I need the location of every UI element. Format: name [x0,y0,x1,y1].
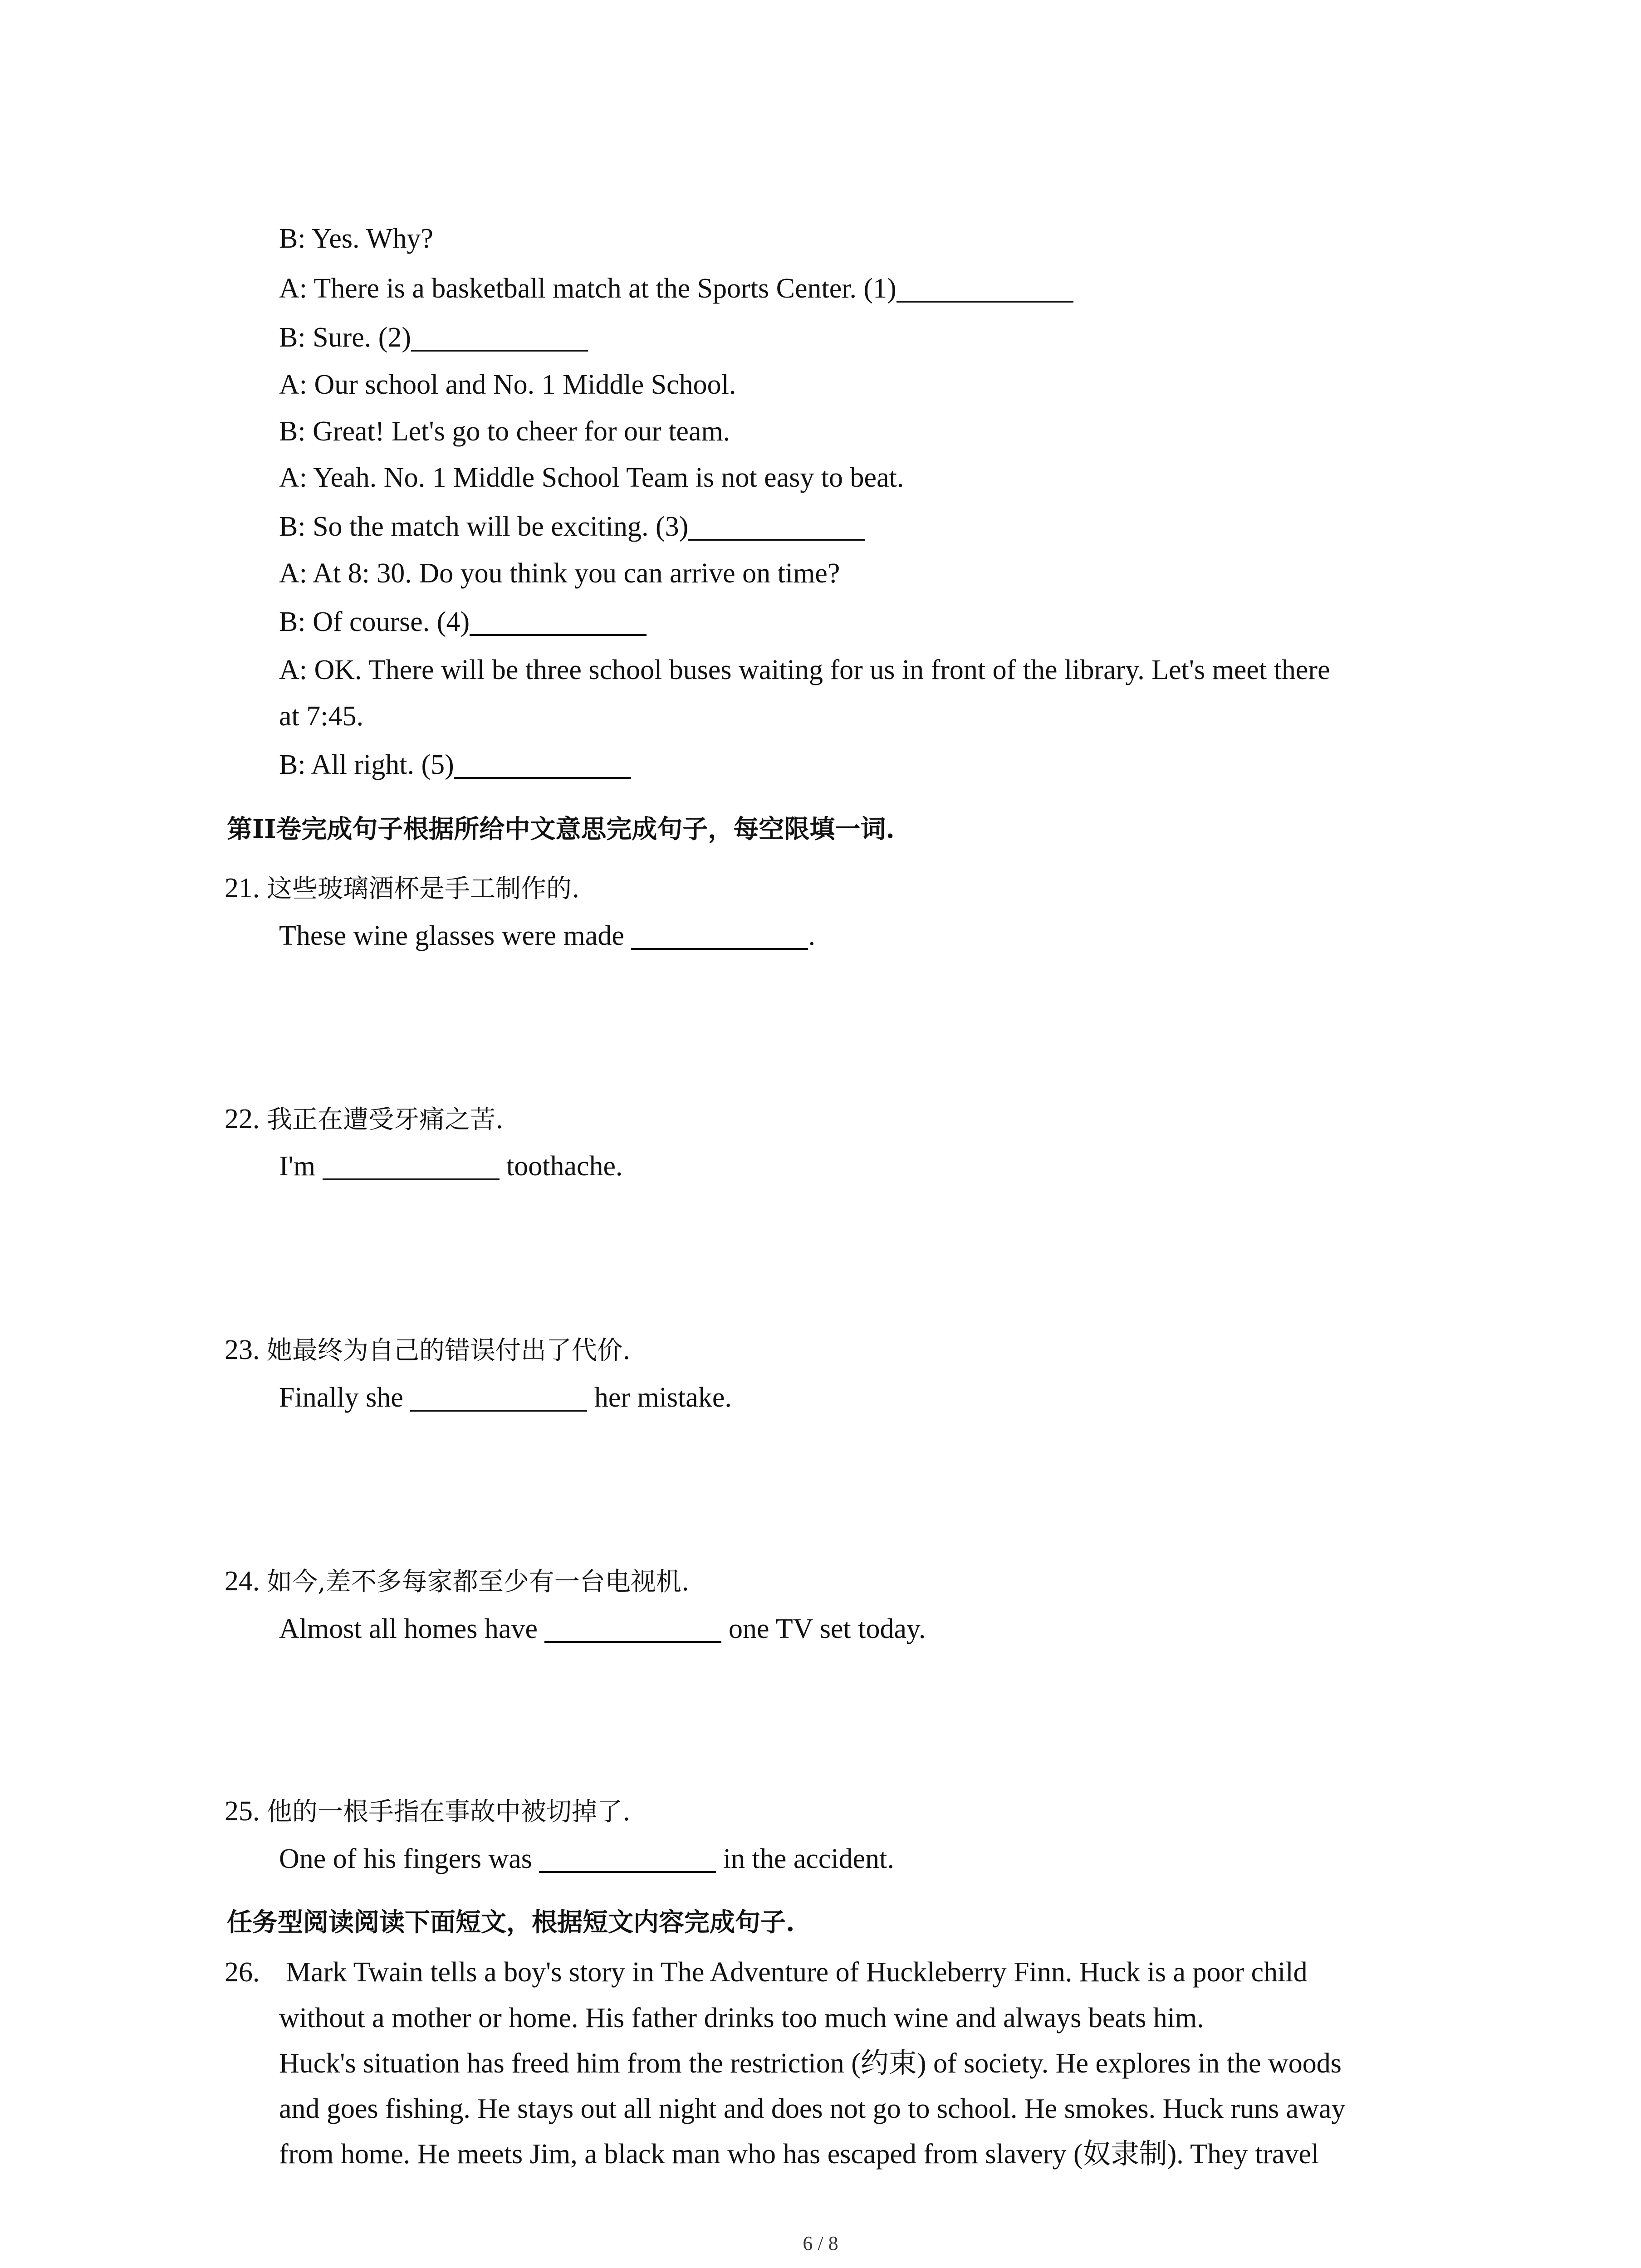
sentence-end: in the accident. [716,1843,894,1874]
chinese-prompt: 如今,差不多每家都至少有一台电视机. [267,1567,690,1597]
answer-blank-4[interactable] [470,608,647,636]
sentence-start: I'm [279,1151,323,1182]
question-23-prompt [225,1336,631,1364]
chinese-prompt: 她最终为自己的错误付出了代价. [267,1336,631,1365]
sentence-start: Almost all homes have [279,1613,545,1644]
question-number: 23. [225,1334,260,1365]
question-number: 24. [225,1566,260,1597]
dialogue-text: B: Great! Let's go to cheer for our team. [279,416,730,447]
chinese-prompt: 我正在遭受牙痛之苦. [267,1105,504,1134]
answer-blank-25[interactable] [539,1845,716,1873]
dialogue-line-3 [279,323,588,352]
dialogue-line-1 [279,225,433,253]
answer-blank-24[interactable] [544,1615,721,1643]
sentence-start: These wine glasses were made [279,920,632,951]
passage-line-5: from home. He meets Jim, a black man who has escaped from slavery (奴隶制). They travel [279,2139,1319,2170]
question-number: 22. [225,1104,260,1134]
answer-blank-3[interactable] [688,513,865,541]
chinese-prompt: 他的一根手指在事故中被切掉了. [267,1797,631,1827]
answer-blank-21[interactable] [631,922,808,950]
dialogue-text: B: So the match will be exciting. (3) [279,511,689,542]
sentence-end: her mistake. [587,1382,732,1413]
dialogue-text: A: OK. There will be three school buses waiting for us in front of the library. Let's meet there [279,655,1330,685]
question-21-prompt [225,874,580,902]
chinese-prompt: 这些玻璃酒杯是手工制作的. [267,874,580,904]
question-22-sentence [279,1152,623,1180]
question-22-prompt [225,1105,504,1133]
dialogue-line-2 [279,274,1073,303]
question-number: 25. [225,1796,260,1827]
question-24-prompt [225,1567,690,1595]
page-number: 6 / 8 [803,2232,838,2254]
answer-blank-22[interactable] [323,1152,500,1180]
answer-blank-5[interactable] [454,751,631,779]
dialogue-text: B: Of course. (4) [279,606,470,637]
dialogue-text: A: There is a basketball match at the Sports Center. (1) [279,273,896,304]
section-heading: 任务型阅读阅读下面短文，根据短文内容完成句子. [227,1907,795,1937]
dialogue-line-6 [279,464,904,492]
dialogue-text: A: Yeah. No. 1 Middle School Team is not easy to beat. [279,462,904,493]
answer-blank-23[interactable] [410,1383,587,1412]
dialogue-text: B: Yes. Why? [279,223,433,254]
dialogue-line-7 [279,513,865,541]
dialogue-line-9 [279,608,647,636]
dialogue-line-8 [279,559,840,587]
sentence-end: . [808,920,815,951]
section-heading: 第II卷完成句子根据所给中文意思完成句子，每空限填一词. [227,814,895,844]
sentence-end: toothache. [499,1151,623,1182]
passage-line-1: Mark Twain tells a boy's story in The Adventure of Huckleberry Finn. Huck is a poor child [286,1957,1308,1988]
answer-blank-1[interactable] [896,274,1073,303]
sentence-end: one TV set today. [721,1613,926,1644]
passage-line-2: without a mother or home. His father drinks too much wine and always beats him. [279,2003,1204,2033]
question-number: 21. [225,873,260,904]
dialogue-text: A: At 8: 30. Do you think you can arrive on time? [279,558,840,589]
dialogue-text: at 7:45. [279,701,363,732]
question-25-sentence [279,1845,894,1873]
dialogue-text: B: All right. (5) [279,749,454,780]
question-26-number: 26. [225,1957,260,1988]
question-24-sentence [279,1615,926,1643]
dialogue-line-5 [279,417,730,445]
question-23-sentence [279,1383,732,1412]
dialogue-text: A: Our school and No. 1 Middle School. [279,369,736,400]
dialogue-line-4 [279,371,736,399]
question-25-prompt [225,1797,631,1825]
dialogue-text: B: Sure. (2) [279,322,411,353]
dialogue-line-10 [279,656,1330,684]
question-21-sentence [279,922,815,950]
dialogue-line-11 [279,702,363,730]
passage-line-4: and goes fishing. He stays out all night and does not go to school. He smokes. Huck runs away [279,2093,1346,2124]
passage-line-3: Huck's situation has freed him from the restriction (约束) of society. He explores in the woods [279,2048,1342,2079]
sentence-start: Finally she [279,1382,411,1413]
sentence-start: One of his fingers was [279,1843,539,1874]
answer-blank-2[interactable] [411,323,588,352]
dialogue-line-12 [279,751,631,779]
